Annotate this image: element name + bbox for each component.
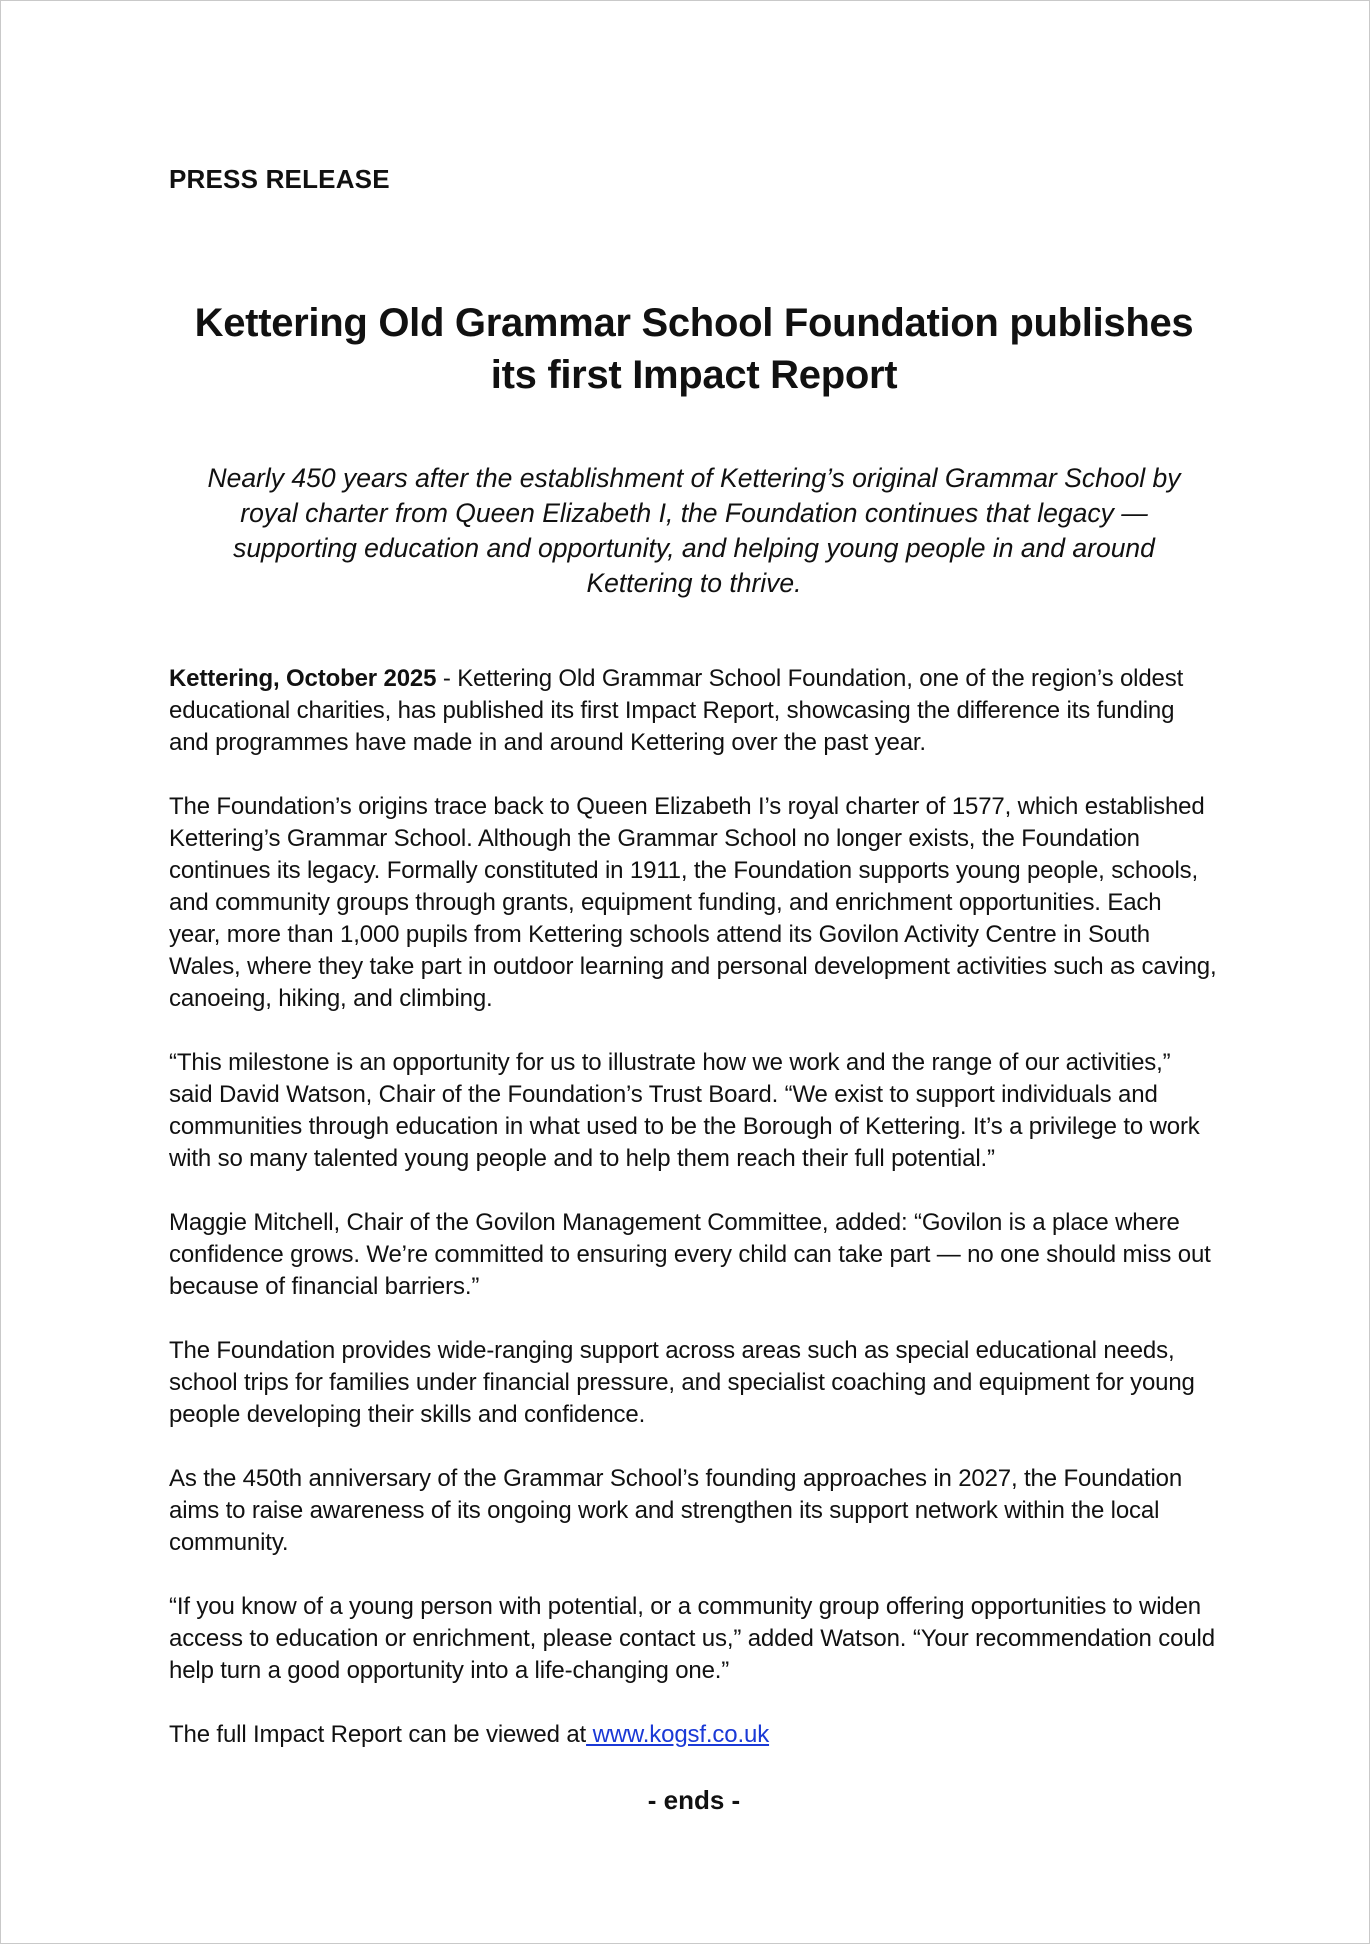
document-content xyxy=(169,161,1219,1817)
paragraph-anniversary: As the 450th anniversary of the Grammar School’s founding approaches in 2027, the Foundation aims to raise awareness of its ongoing work and strengthen its support network within the local community. xyxy=(169,1465,1183,1556)
press-release-label: PRESS RELEASE xyxy=(169,164,390,194)
paragraph-mitchell-quote: Maggie Mitchell, Chair of the Govilon Management Committee, added: “Govilon is a place where confidence grows. We’re committed to ensuring every child can take part — no one should miss out because of financial barriers.” xyxy=(169,1209,1211,1300)
paragraph-intro-text: - Kettering Old Grammar School Foundation, one of the region’s oldest educational charities, has published its first Impact Report, showcasing the difference its funding and programmes have made in and around Kettering over the past year. xyxy=(169,665,1184,756)
paragraph-origins: The Foundation’s origins trace back to Queen Elizabeth I’s royal charter of 1577, which established Kettering’s Grammar School. Although the Grammar School no longer exists, the Foundation continues its legacy. Formally constituted in 1911, the Foundation supports young people, schools, and community groups through grants, equipment funding, and enrichment opportunities. Each year, more than 1,000 pupils from Kettering schools attend its Govilon Activity Centre in South Wales, where they take part in outdoor learning and personal development activities such as caving, canoeing, hiking, and climbing. xyxy=(169,793,1217,1012)
website-link[interactable]: www.kogsf.co.uk xyxy=(586,1721,770,1748)
paragraph-closing xyxy=(169,1719,1219,1751)
page-title: Kettering Old Grammar School Foundation publishes its first Impact Report xyxy=(194,301,1194,397)
paragraph-support: The Foundation provides wide-ranging support across areas such as special educational needs, school trips for families under financial pressure, and specialist coaching and equipment for young people developing their skills and confidence. xyxy=(169,1337,1195,1428)
subtitle: Nearly 450 years after the establishment of Kettering’s original Grammar School by royal charter from Queen Elizabeth I, the Foundation continues that legacy — supporting education and opportunity, and helping young people in and around Kettering to thrive. xyxy=(207,463,1181,598)
paragraph-watson-quote: “This milestone is an opportunity for us to illustrate how we work and the range of our activities,” said David Watson, Chair of the Foundation’s Trust Board. “We exist to support individuals and communities through education in what used to be the Borough of Kettering. It’s a privilege to work with so many talented young people and to help them reach their full potential.” xyxy=(169,1049,1200,1172)
dateline: Kettering, October 2025 xyxy=(169,665,437,692)
paragraph-contact-quote: “If you know of a young person with potential, or a community group offering opportunities to widen access to education or enrichment, please contact us,” added Watson. “Your recommendation could help turn a good opportunity into a life-changing one.” xyxy=(169,1593,1215,1684)
paragraph-intro xyxy=(169,663,1219,759)
ends-marker: - ends - xyxy=(647,1785,741,1815)
press-release-body xyxy=(169,663,1219,1751)
closing-text: The full Impact Report can be viewed at xyxy=(169,1721,587,1748)
